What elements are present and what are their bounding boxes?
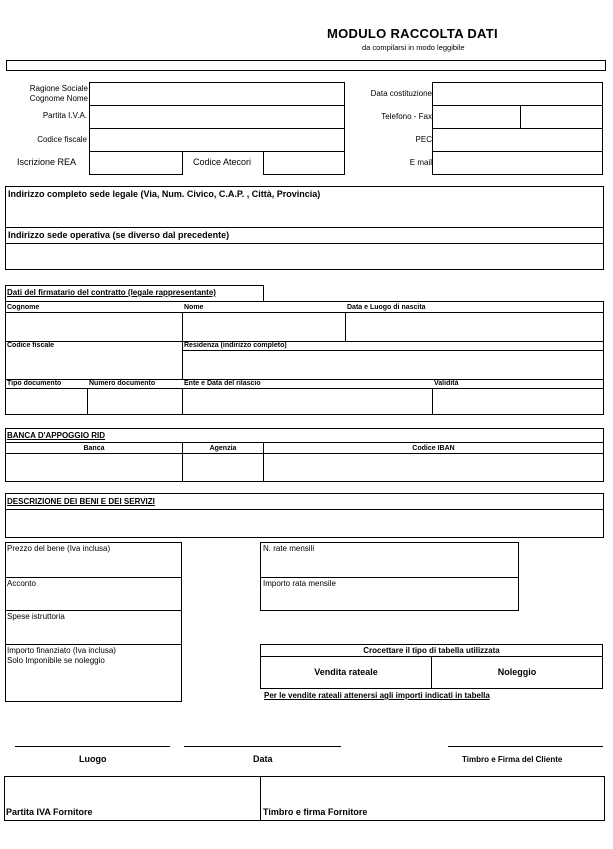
fax-field[interactable] <box>520 105 603 129</box>
data-line[interactable] <box>184 746 341 747</box>
label-timbro-fornitore: Timbro e firma Fornitore <box>263 807 368 817</box>
signatory-title-tab <box>5 285 264 302</box>
label-validita: Validità <box>434 380 459 387</box>
iscrizione-rea-field[interactable] <box>89 151 183 175</box>
signatory-vline3 <box>182 341 183 379</box>
signatory-title: Dati del firmatario del contratto (legale rappresentante) <box>7 288 216 297</box>
email-field[interactable] <box>432 151 603 175</box>
ente-data-rilascio-field[interactable] <box>183 389 432 414</box>
label-data: Data <box>253 754 273 764</box>
bank-vline2 <box>263 442 264 481</box>
agenzia-field[interactable] <box>183 454 263 481</box>
label-codice-atecori: Codice Atecori <box>193 157 252 167</box>
timbro-cliente-line[interactable] <box>448 746 603 747</box>
timbro-fornitore-field[interactable] <box>261 777 604 820</box>
label-ragione-sociale: Ragione Sociale <box>29 84 88 93</box>
label-banca: Banca <box>83 445 105 452</box>
label-sede-legale: Indirizzo completo sede legale (Via, Num. Civico, C.A.P. , Città, Provincia) <box>8 189 321 199</box>
spese-istruttoria-field[interactable] <box>5 610 182 645</box>
telefono-field[interactable] <box>432 105 521 129</box>
label-spese-istruttoria: Spese istruttoria <box>7 612 65 621</box>
label-nome: Nome <box>184 304 204 311</box>
signatory-vline6 <box>432 388 433 415</box>
goods-block <box>5 493 604 538</box>
signatory-vline2 <box>345 312 346 342</box>
form-title: MODULO RACCOLTA DATI <box>327 26 498 41</box>
address-divider <box>6 227 603 228</box>
label-solo-imponibile: Solo Imponibile se noleggio <box>7 656 105 665</box>
label-n-rate: N. rate mensili <box>263 544 315 553</box>
label-partita-iva: Partita I.V.A. <box>42 111 87 120</box>
supplier-block <box>4 776 605 821</box>
numero-documento-field[interactable] <box>88 389 182 414</box>
iban-field[interactable] <box>264 454 603 481</box>
label-agenzia: Agenzia <box>209 445 237 452</box>
label-importo-finanziato: Importo finanziato (Iva inclusa) <box>7 646 116 655</box>
table-type-header: Crocettare il tipo di tabella utilizzata <box>363 646 500 655</box>
pec-field[interactable] <box>432 128 603 152</box>
label-cognome: Cognome <box>7 304 40 311</box>
goods-description-field[interactable] <box>6 510 603 537</box>
form-subtitle: da compilarsi in modo leggibile <box>362 43 465 52</box>
label-signatory-codice-fiscale: Codice fiscale <box>7 342 55 349</box>
partita-iva-field[interactable] <box>89 105 345 129</box>
ragione-sociale-field[interactable] <box>89 82 345 106</box>
sede-legale-field[interactable] <box>6 201 603 227</box>
codice-fiscale-field[interactable] <box>89 128 345 152</box>
validita-field[interactable] <box>433 389 603 414</box>
label-iban: Codice IBAN <box>412 445 455 452</box>
bank-vline1 <box>182 442 183 481</box>
table-type-block <box>260 644 603 689</box>
label-cognome-nome: Cognome Nome <box>29 94 88 103</box>
codice-atecori-field[interactable] <box>263 151 345 175</box>
label-telefono-fax: Telefono - Fax <box>381 112 432 121</box>
label-luogo: Luogo <box>79 754 107 764</box>
signatory-grid <box>5 301 604 415</box>
banca-field[interactable] <box>6 454 182 481</box>
bank-title: BANCA D'APPOGGIO RID <box>7 431 106 440</box>
address-block <box>5 186 604 270</box>
acconto-field[interactable] <box>5 577 182 611</box>
signatory-codice-fiscale-field[interactable] <box>6 351 182 379</box>
importo-finanziato-field[interactable] <box>5 644 182 702</box>
sede-operativa-field[interactable] <box>6 244 603 269</box>
signatory-vline1 <box>182 312 183 342</box>
cognome-field[interactable] <box>6 313 182 341</box>
label-partita-iva-fornitore: Partita IVA Fornitore <box>6 807 93 817</box>
label-numero-documento: Numero documento <box>89 380 156 387</box>
partita-iva-fornitore-field[interactable] <box>5 777 260 820</box>
n-rate-field[interactable] <box>260 542 519 578</box>
noleggio-label: Noleggio <box>497 667 537 677</box>
label-acconto: Acconto <box>7 579 36 588</box>
label-iscrizione-rea: Iscrizione REA <box>17 157 77 167</box>
label-codice-fiscale: Codice fiscale <box>37 135 87 144</box>
label-pec: PEC <box>415 135 432 144</box>
prezzo-bene-field[interactable] <box>5 542 182 578</box>
luogo-line[interactable] <box>15 746 170 747</box>
vendita-rateale-option[interactable] <box>261 657 431 688</box>
label-tipo-documento: Tipo documento <box>7 380 62 387</box>
vendita-rateale-label: Vendita rateale <box>314 667 378 677</box>
label-data-costituzione: Data costituzione <box>370 89 432 98</box>
top-blank-field[interactable] <box>6 60 606 71</box>
noleggio-option[interactable] <box>432 657 602 688</box>
signatory-vline5 <box>182 388 183 415</box>
goods-title: DESCRIZIONE DEI BENI E DEI SERVIZI <box>7 497 155 506</box>
label-importo-rata: Importo rata mensile <box>263 579 336 588</box>
tipo-documento-field[interactable] <box>6 389 87 414</box>
label-prezzo-bene: Prezzo del bene (Iva inclusa) <box>7 544 111 553</box>
label-residenza: Residenza (indirizzo completo) <box>184 342 287 349</box>
table-type-note: Per le vendite rateali attenersi agli importi indicati in tabella <box>264 691 490 700</box>
label-ente-data-rilascio: Ente e Data del rilascio <box>184 380 261 387</box>
signatory-vline4 <box>87 388 88 415</box>
residenza-field[interactable] <box>183 351 603 379</box>
label-sede-operativa: Indirizzo sede operativa (se diverso dal precedente) <box>8 230 230 240</box>
data-costituzione-field[interactable] <box>432 82 603 106</box>
importo-rata-field[interactable] <box>260 577 519 611</box>
label-timbro-cliente: Timbro e Firma del Cliente <box>462 755 563 764</box>
data-luogo-nascita-field[interactable] <box>346 313 603 341</box>
bank-title-line <box>6 442 603 443</box>
bank-block <box>5 428 604 482</box>
signatory-row2-top <box>6 341 603 342</box>
label-email: E mail <box>409 158 432 167</box>
nome-field[interactable] <box>183 313 346 341</box>
label-data-luogo-nascita: Data e Luogo di nascita <box>347 304 426 311</box>
